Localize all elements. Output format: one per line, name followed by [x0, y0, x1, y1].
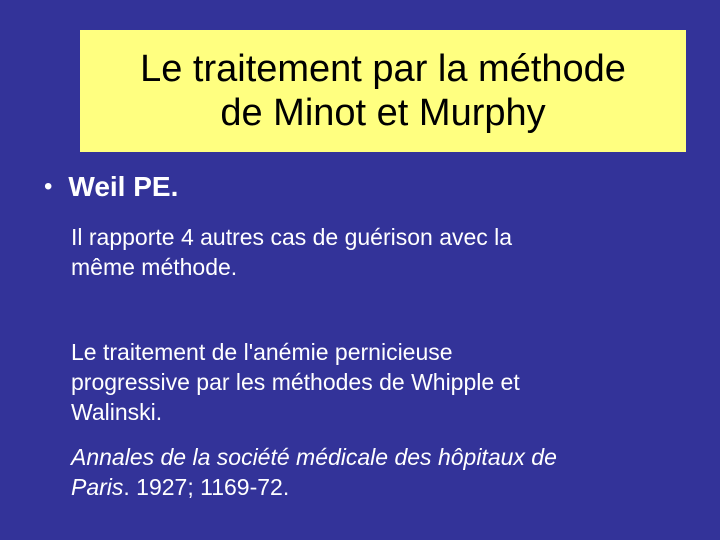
paragraph-cases-line-1: Il rapporte 4 autres cas de guérison avec la [71, 224, 513, 250]
citation-line-2 [71, 472, 691, 502]
slide-title-box [80, 30, 686, 152]
bullet-item-weil [44, 171, 178, 203]
bullet-icon: • [44, 173, 53, 200]
paragraph-cases [71, 222, 691, 282]
article-title-line-1: Le traitement de l'anémie pernicieuse [71, 339, 453, 365]
article-title-line-3: Walinski. [71, 399, 163, 425]
citation-journal-line-1: Annales de la société médicale des hôpitaux de [71, 444, 557, 470]
slide-title-line-2: de Minot et Murphy [220, 92, 546, 134]
bullet-heading: Weil PE. [68, 171, 179, 202]
paragraph-cases-line-2: même méthode. [71, 254, 238, 280]
paragraph-article-title [71, 337, 691, 427]
slide-title-line-1: Le traitement par la méthode [140, 48, 626, 90]
article-title-line-2: progressive par les méthodes de Whipple et [71, 369, 520, 395]
citation-journal-end: Paris [71, 474, 124, 500]
citation [71, 442, 691, 502]
citation-details: . 1927; 1169-72. [123, 474, 290, 500]
